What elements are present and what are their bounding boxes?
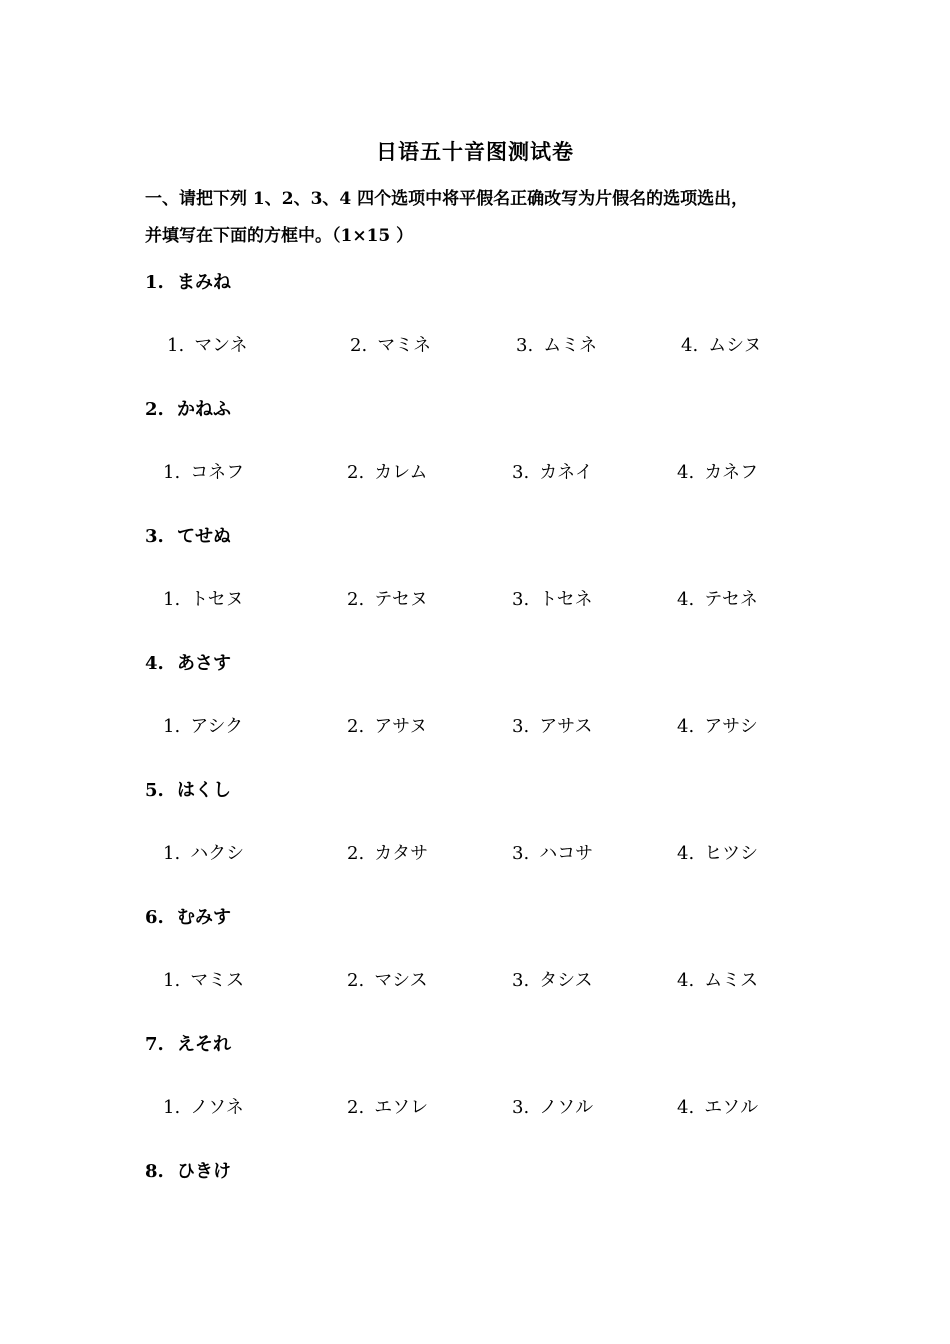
question-2 <box>145 395 231 421</box>
option-text: ハコサ <box>539 843 594 864</box>
question-3-option-2 <box>347 585 428 611</box>
option-text: トセネ <box>539 589 593 610</box>
option-text: テセネ <box>704 589 758 610</box>
option-text: トセヌ <box>190 589 244 610</box>
option-text: コネフ <box>190 462 245 483</box>
question-word: ひきけ <box>177 1161 231 1182</box>
option-number: 3. <box>512 589 530 610</box>
option-text: カレム <box>374 462 428 483</box>
option-number: 1. <box>163 970 181 991</box>
option-number: 3. <box>516 335 534 356</box>
option-text: カタサ <box>374 843 429 864</box>
question-number: 3. <box>145 526 164 547</box>
option-text: アシク <box>190 716 244 737</box>
question-7-option-4 <box>677 1093 758 1119</box>
question-3-option-3 <box>512 585 593 611</box>
question-5-option-2 <box>347 839 428 865</box>
question-4-option-3 <box>512 712 592 738</box>
option-text: カネイ <box>539 462 593 483</box>
question-6-option-1 <box>163 966 244 992</box>
option-text: マンネ <box>194 335 248 356</box>
question-1-option-1 <box>167 331 248 357</box>
question-6-option-4 <box>677 966 758 992</box>
question-7-option-1 <box>163 1093 244 1119</box>
option-text: マミス <box>190 970 245 991</box>
option-number: 2. <box>347 462 365 483</box>
option-number: 1. <box>163 1097 181 1118</box>
option-text: アサシ <box>704 716 758 737</box>
question-1-option-3 <box>516 331 597 357</box>
question-7-option-2 <box>347 1093 428 1119</box>
instruction-line-1: 一、请把下列 1、2、3、4 四个选项中将平假名正确改写为片假名的选项选出， <box>145 189 749 209</box>
option-text: アサス <box>539 716 593 737</box>
question-1-option-2 <box>350 331 431 357</box>
question-2-option-3 <box>512 458 593 484</box>
question-number: 4. <box>145 653 164 674</box>
question-1-option-4 <box>681 331 761 357</box>
option-number: 3. <box>512 1097 530 1118</box>
question-number: 7. <box>145 1034 164 1055</box>
option-number: 3. <box>512 970 530 991</box>
option-number: 1. <box>163 843 181 864</box>
option-text: ムシヌ <box>708 335 762 356</box>
question-number: 5. <box>145 780 164 801</box>
question-4-option-2 <box>347 712 427 738</box>
option-number: 2. <box>347 970 365 991</box>
question-7-option-3 <box>512 1093 593 1119</box>
option-text: ヒツシ <box>704 843 759 864</box>
option-text: マミネ <box>377 335 432 356</box>
question-number: 6. <box>145 907 164 928</box>
option-number: 3. <box>512 462 530 483</box>
question-3-option-1 <box>163 585 244 611</box>
option-number: 4. <box>677 716 695 737</box>
page-title: 日语五十音图测试卷 <box>376 139 574 164</box>
question-8 <box>145 1157 231 1183</box>
question-word: むみす <box>177 907 231 928</box>
option-number: 4. <box>677 843 695 864</box>
option-number: 3. <box>512 716 530 737</box>
option-text: カネフ <box>704 462 759 483</box>
question-word: えそれ <box>177 1034 231 1055</box>
question-word: はくし <box>177 780 231 801</box>
question-5-option-4 <box>677 839 758 865</box>
option-number: 4. <box>677 1097 695 1118</box>
question-4-option-4 <box>677 712 758 738</box>
question-6-option-3 <box>512 966 593 992</box>
question-number: 8. <box>145 1161 164 1182</box>
option-number: 4. <box>677 589 695 610</box>
option-number: 1. <box>163 716 181 737</box>
option-text: エソレ <box>374 1097 429 1118</box>
option-text: エソル <box>704 1097 759 1118</box>
question-3 <box>145 522 231 548</box>
option-text: テセヌ <box>374 589 428 610</box>
option-text: ムミス <box>704 970 759 991</box>
option-number: 1. <box>163 589 181 610</box>
option-number: 2. <box>350 335 368 356</box>
option-number: 4. <box>677 462 695 483</box>
option-text: アサヌ <box>374 716 428 737</box>
question-7 <box>145 1030 231 1056</box>
question-number: 1. <box>145 272 164 293</box>
question-5 <box>145 776 231 802</box>
option-text: ノソル <box>539 1097 594 1118</box>
question-2-option-1 <box>163 458 244 484</box>
option-number: 2. <box>347 1097 365 1118</box>
question-word: かねふ <box>177 399 231 420</box>
question-3-option-4 <box>677 585 758 611</box>
question-6 <box>145 903 231 929</box>
question-5-option-3 <box>512 839 593 865</box>
option-number: 4. <box>681 335 699 356</box>
question-2-option-4 <box>677 458 758 484</box>
option-number: 2. <box>347 716 365 737</box>
option-text: タシス <box>539 970 593 991</box>
option-number: 2. <box>347 843 365 864</box>
option-number: 3. <box>512 843 530 864</box>
option-number: 2. <box>347 589 365 610</box>
question-word: まみね <box>177 272 231 293</box>
question-1 <box>145 268 231 294</box>
question-5-option-1 <box>163 839 244 865</box>
option-text: ハクシ <box>190 843 245 864</box>
question-word: てせぬ <box>177 526 231 547</box>
option-text: ノソネ <box>190 1097 244 1118</box>
question-2-option-2 <box>347 458 427 484</box>
question-4 <box>145 649 231 675</box>
option-text: ムミネ <box>543 335 598 356</box>
option-number: 1. <box>167 335 185 356</box>
option-text: マシス <box>374 970 428 991</box>
question-word: あさす <box>177 653 231 674</box>
instruction-line-2: 并填写在下面的方框中。（1×15 ） <box>145 226 414 246</box>
question-number: 2. <box>145 399 164 420</box>
option-number: 4. <box>677 970 695 991</box>
question-4-option-1 <box>163 712 243 738</box>
question-6-option-2 <box>347 966 428 992</box>
option-number: 1. <box>163 462 181 483</box>
